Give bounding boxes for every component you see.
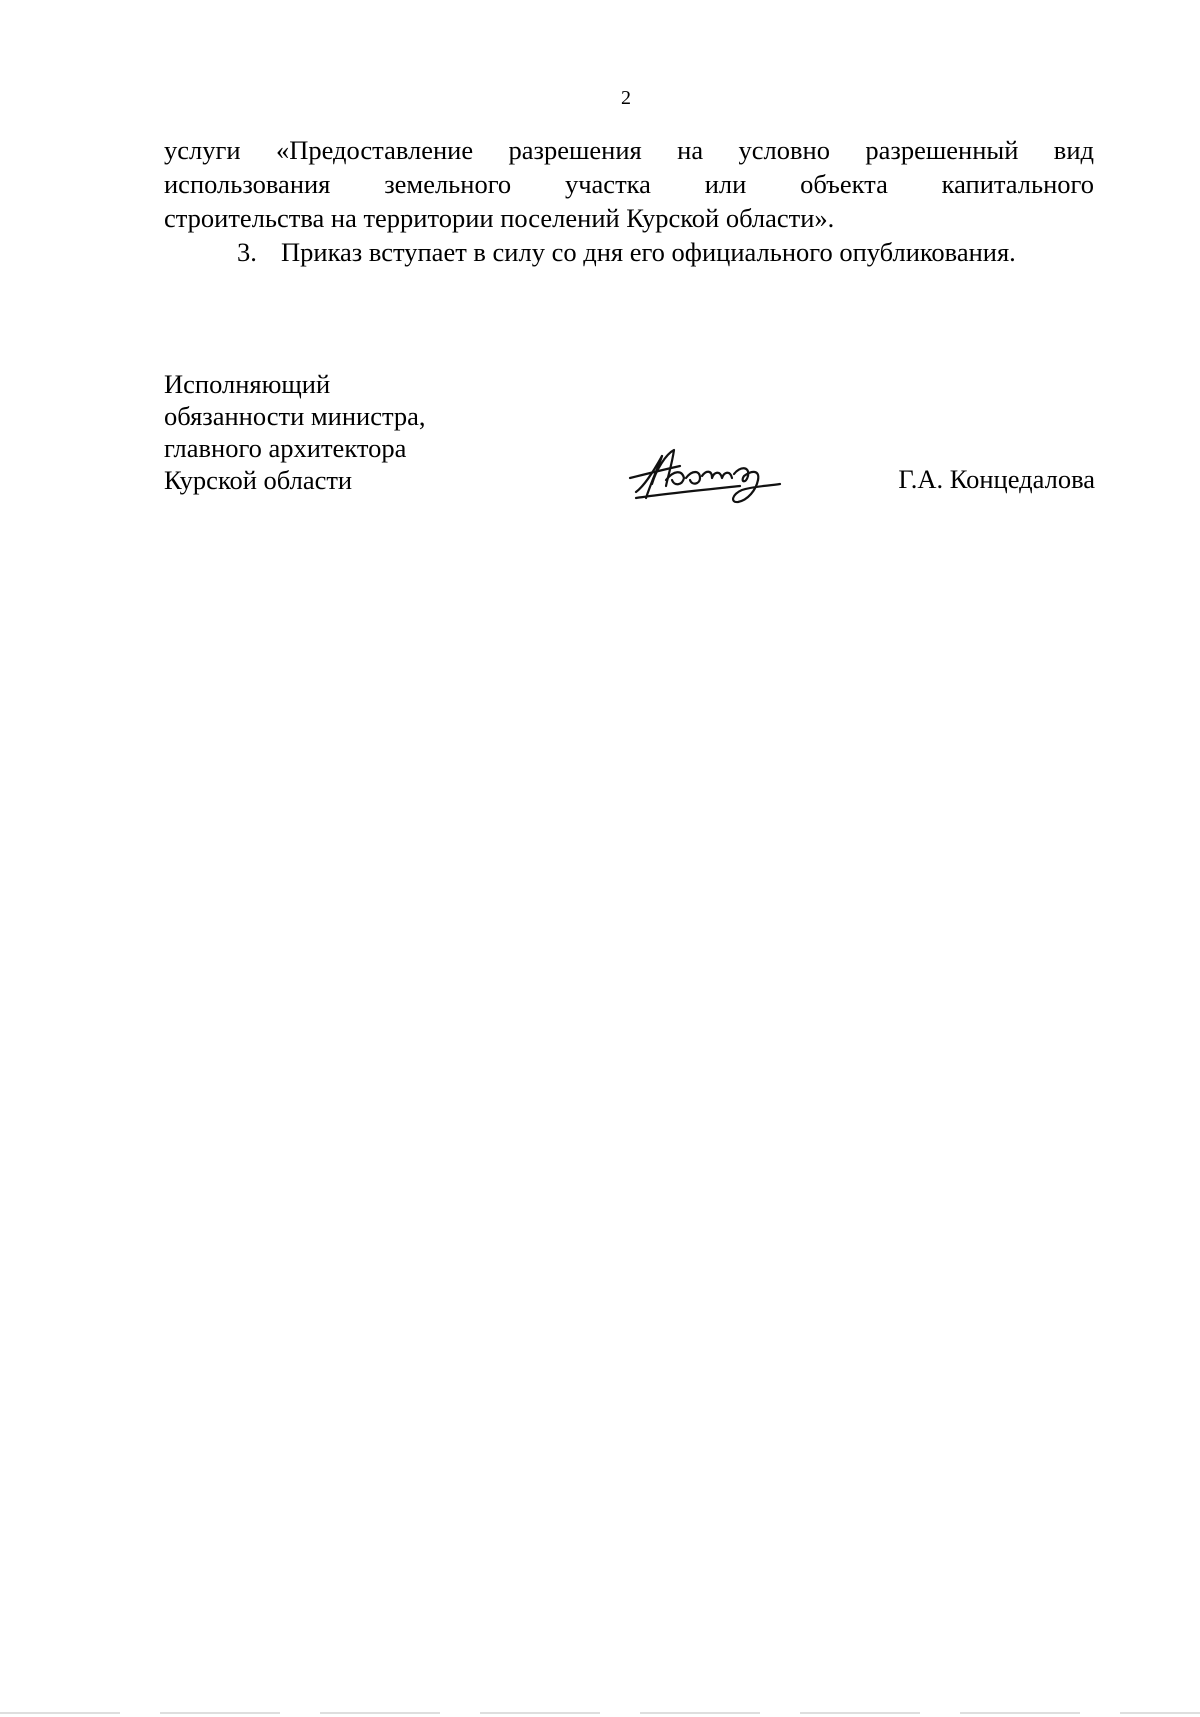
continuation-paragraph xyxy=(164,133,1094,235)
body-text xyxy=(164,133,1094,269)
position-line: главного архитектора xyxy=(164,433,407,463)
position-line: Курской области xyxy=(164,465,353,495)
page-number: 2 xyxy=(621,87,631,109)
scan-edge-line xyxy=(0,1712,1200,1714)
position-line: обязанности министра, xyxy=(164,401,426,431)
list-item-3 xyxy=(164,235,1094,269)
position-line: Исполняющий xyxy=(164,369,331,399)
paragraph-line: услуги «Предоставление разрешения на условно разрешенный вид xyxy=(164,135,1094,165)
signatory-position xyxy=(164,368,426,496)
paragraph-line: использования земельного участка или объекта капитального xyxy=(164,169,1094,199)
paragraph-line: строительства на территории поселений Курской области». xyxy=(164,203,835,233)
list-item-text: Приказ вступает в силу со дня его официального опубликования. xyxy=(281,237,1016,267)
signer-name: Г.А. Концедалова xyxy=(898,464,1095,494)
handwritten-signature-icon xyxy=(622,440,792,510)
list-item-number: 3. xyxy=(237,237,257,267)
